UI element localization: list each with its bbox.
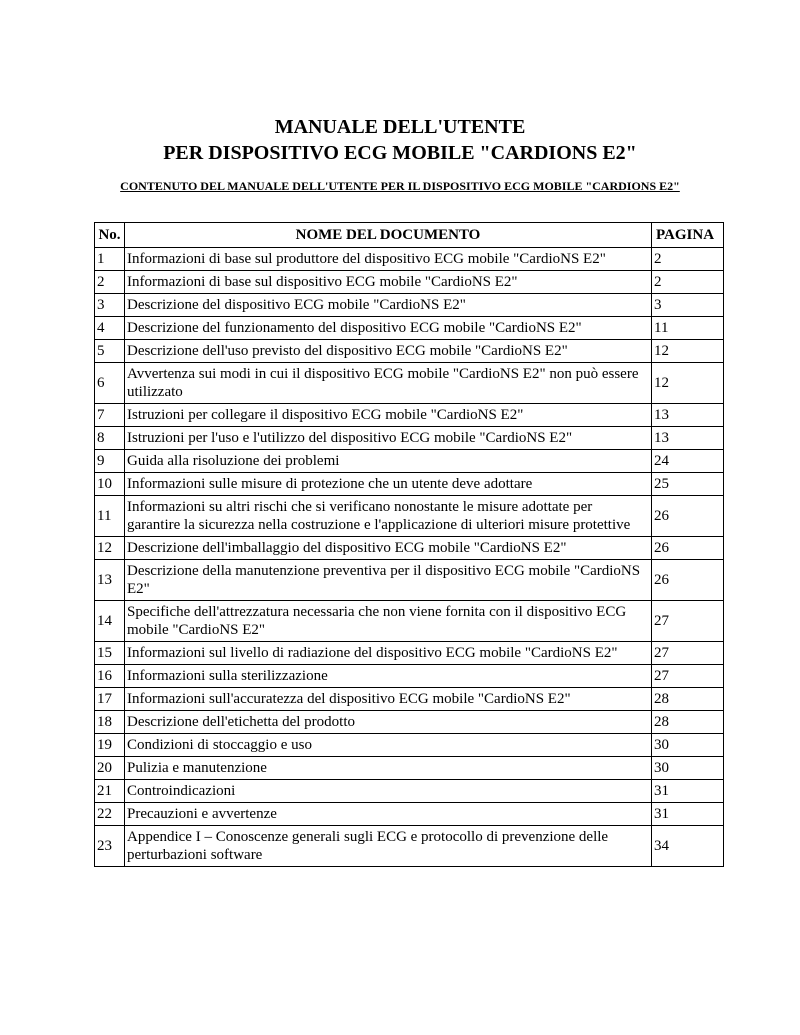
table-row xyxy=(95,734,724,757)
table-row xyxy=(95,665,724,688)
row-number: 6 xyxy=(95,363,125,404)
row-document-name: Informazioni sulla sterilizzazione xyxy=(124,665,651,688)
row-document-name: Appendice I – Conoscenze generali sugli ECG e protocollo di prevenzione delle perturbazioni software xyxy=(124,826,651,867)
row-document-name: Descrizione dell'uso previsto del dispositivo ECG mobile "CardioNS E2" xyxy=(124,340,651,363)
table-row xyxy=(95,803,724,826)
row-number: 12 xyxy=(95,537,125,560)
row-page: 26 xyxy=(652,496,724,537)
row-page: 26 xyxy=(652,537,724,560)
row-document-name: Pulizia e manutenzione xyxy=(124,757,651,780)
row-number: 16 xyxy=(95,665,125,688)
row-page: 30 xyxy=(652,734,724,757)
table-row xyxy=(95,780,724,803)
row-page: 12 xyxy=(652,340,724,363)
row-number: 22 xyxy=(95,803,125,826)
row-number: 2 xyxy=(95,271,125,294)
row-number: 3 xyxy=(95,294,125,317)
row-number: 19 xyxy=(95,734,125,757)
table-header-row xyxy=(95,223,724,248)
header-page: PAGINA xyxy=(652,223,724,248)
row-document-name: Descrizione del funzionamento del dispositivo ECG mobile "CardioNS E2" xyxy=(124,317,651,340)
row-page: 25 xyxy=(652,473,724,496)
table-row xyxy=(95,496,724,537)
row-document-name: Informazioni sulle misure di protezione che un utente deve adottare xyxy=(124,473,651,496)
row-document-name: Informazioni sull'accuratezza del dispositivo ECG mobile "CardioNS E2" xyxy=(124,688,651,711)
table-row xyxy=(95,537,724,560)
table-row xyxy=(95,427,724,450)
row-document-name: Specifiche dell'attrezzatura necessaria che non viene fornita con il dispositivo ECG mobile "CardioNS E2" xyxy=(124,601,651,642)
table-row xyxy=(95,294,724,317)
row-number: 4 xyxy=(95,317,125,340)
table-row xyxy=(95,560,724,601)
table-row xyxy=(95,271,724,294)
row-document-name: Descrizione della manutenzione preventiva per il dispositivo ECG mobile "CardioNS E2" xyxy=(124,560,651,601)
table-row xyxy=(95,688,724,711)
row-page: 2 xyxy=(652,271,724,294)
row-page: 13 xyxy=(652,427,724,450)
row-number: 7 xyxy=(95,404,125,427)
row-number: 10 xyxy=(95,473,125,496)
row-page: 3 xyxy=(652,294,724,317)
table-body xyxy=(95,248,724,867)
row-page: 30 xyxy=(652,757,724,780)
row-document-name: Guida alla risoluzione dei problemi xyxy=(124,450,651,473)
row-number: 21 xyxy=(95,780,125,803)
table-row xyxy=(95,248,724,271)
row-page: 28 xyxy=(652,688,724,711)
table-row xyxy=(95,404,724,427)
table-row xyxy=(95,601,724,642)
table-row xyxy=(95,757,724,780)
table-row xyxy=(95,642,724,665)
row-document-name: Avvertenza sui modi in cui il dispositivo ECG mobile "CardioNS E2" non può essere utilizzato xyxy=(124,363,651,404)
row-page: 11 xyxy=(652,317,724,340)
row-page: 12 xyxy=(652,363,724,404)
table-row xyxy=(95,363,724,404)
row-document-name: Informazioni di base sul dispositivo ECG mobile "CardioNS E2" xyxy=(124,271,651,294)
table-row xyxy=(95,711,724,734)
row-page: 27 xyxy=(652,642,724,665)
row-page: 13 xyxy=(652,404,724,427)
row-number: 15 xyxy=(95,642,125,665)
row-number: 23 xyxy=(95,826,125,867)
row-page: 31 xyxy=(652,780,724,803)
row-number: 14 xyxy=(95,601,125,642)
row-number: 20 xyxy=(95,757,125,780)
table-row xyxy=(95,473,724,496)
row-document-name: Descrizione dell'imballaggio del dispositivo ECG mobile "CardioNS E2" xyxy=(124,537,651,560)
row-page: 34 xyxy=(652,826,724,867)
row-document-name: Istruzioni per l'uso e l'utilizzo del dispositivo ECG mobile "CardioNS E2" xyxy=(124,427,651,450)
table-row xyxy=(95,317,724,340)
row-number: 1 xyxy=(95,248,125,271)
row-number: 9 xyxy=(95,450,125,473)
row-page: 24 xyxy=(652,450,724,473)
row-page: 31 xyxy=(652,803,724,826)
row-document-name: Informazioni su altri rischi che si verificano nonostante le misure adottate per garantire la sicurezza nella costruzione e l'applicazione di ulteriori misure protettive xyxy=(124,496,651,537)
row-page: 28 xyxy=(652,711,724,734)
row-number: 8 xyxy=(95,427,125,450)
row-page: 27 xyxy=(652,601,724,642)
row-document-name: Descrizione dell'etichetta del prodotto xyxy=(124,711,651,734)
document-title xyxy=(0,114,800,166)
row-number: 11 xyxy=(95,496,125,537)
row-number: 5 xyxy=(95,340,125,363)
contents-table xyxy=(94,222,724,867)
row-page: 2 xyxy=(652,248,724,271)
title-line-2: PER DISPOSITIVO ECG MOBILE "CARDIONS E2" xyxy=(163,142,637,164)
document-subtitle: CONTENUTO DEL MANUALE DELL'UTENTE PER IL DISPOSITIVO ECG MOBILE "CARDIONS E2" xyxy=(120,179,680,193)
row-document-name: Controindicazioni xyxy=(124,780,651,803)
title-line-1: MANUALE DELL'UTENTE xyxy=(274,116,526,138)
row-document-name: Descrizione del dispositivo ECG mobile "CardioNS E2" xyxy=(124,294,651,317)
table-row xyxy=(95,450,724,473)
row-page: 27 xyxy=(652,665,724,688)
row-document-name: Informazioni di base sul produttore del dispositivo ECG mobile "CardioNS E2" xyxy=(124,248,651,271)
row-number: 17 xyxy=(95,688,125,711)
row-number: 18 xyxy=(95,711,125,734)
row-document-name: Istruzioni per collegare il dispositivo ECG mobile "CardioNS E2" xyxy=(124,404,651,427)
row-number: 13 xyxy=(95,560,125,601)
row-document-name: Precauzioni e avvertenze xyxy=(124,803,651,826)
table-row xyxy=(95,826,724,867)
header-document-name: NOME DEL DOCUMENTO xyxy=(124,223,651,248)
row-page: 26 xyxy=(652,560,724,601)
table-row xyxy=(95,340,724,363)
row-document-name: Informazioni sul livello di radiazione del dispositivo ECG mobile "CardioNS E2" xyxy=(124,642,651,665)
header-number: No. xyxy=(95,223,125,248)
row-document-name: Condizioni di stoccaggio e uso xyxy=(124,734,651,757)
